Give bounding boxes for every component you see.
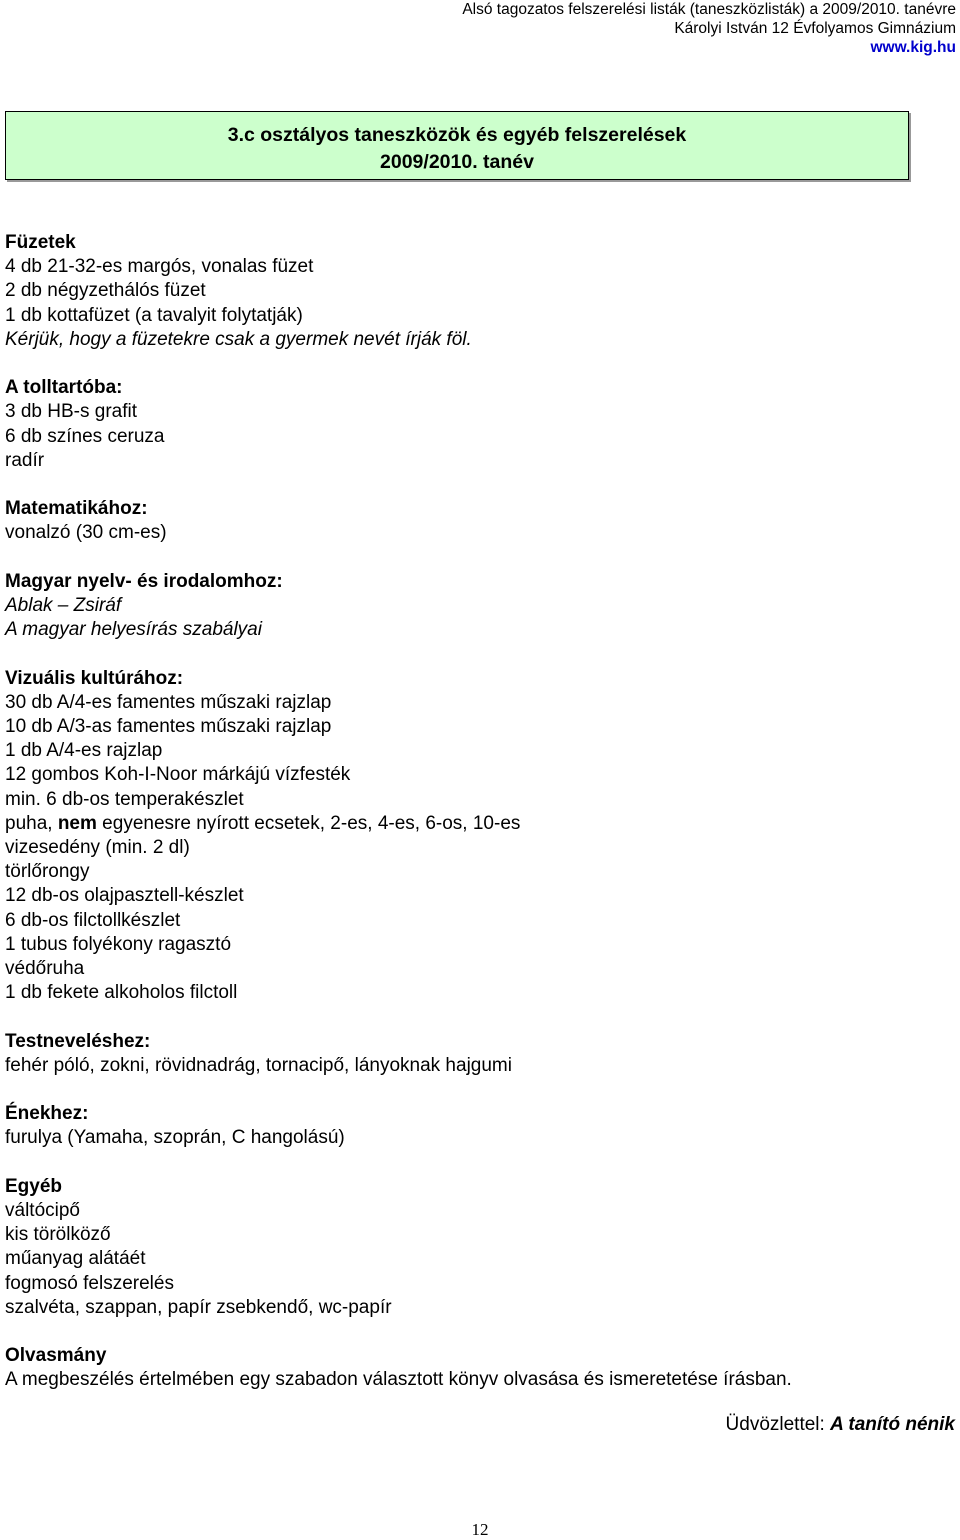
section-title: A tolltartóba: <box>5 377 123 399</box>
signoff-name: A tanító nénik <box>830 1414 955 1435</box>
list-item: 1 tubus folyékony ragasztó <box>5 933 232 955</box>
list-item: furulya (Yamaha, szoprán, C hangolású) <box>5 1127 345 1149</box>
list-item: műanyag alátáét <box>5 1248 146 1270</box>
list-item: A magyar helyesírás szabályai <box>5 619 262 641</box>
section-egyeb <box>5 1175 955 1320</box>
section-title: Olvasmány <box>5 1345 107 1367</box>
title-box <box>5 111 909 180</box>
list-item: 3 db HB-s grafit <box>5 401 137 423</box>
list-item: A megbeszélés értelmében egy szabadon választott könyv olvasása és ismeretetése írásban. <box>5 1369 792 1391</box>
header-site-link[interactable]: www.kig.hu <box>870 39 956 56</box>
document-body <box>5 231 955 1417</box>
signoff <box>726 1413 955 1437</box>
list-item: törlőrongy <box>5 861 90 883</box>
section-title: Testneveléshez: <box>5 1030 151 1052</box>
section-tolltarto <box>5 376 955 473</box>
header-line-school: Károlyi István 12 Évfolyamos Gimnázium <box>674 20 956 37</box>
list-item-brushes <box>5 812 955 836</box>
list-item: fogmosó felszerelés <box>5 1272 174 1294</box>
section-title: Matematikához: <box>5 498 148 520</box>
note-text: Kérjük, hogy a füzetekre csak a gyermek nevét írják föl. <box>5 328 472 350</box>
section-title: Vizuális kultúrához: <box>5 667 184 689</box>
brush-text-pre: puha, <box>5 812 58 834</box>
page-header <box>462 0 956 57</box>
list-item: védőruha <box>5 958 85 980</box>
list-item: 1 db kottafüzet (a tavalyit folytatják) <box>5 304 303 326</box>
list-item: szalvéta, szappan, papír zsebkendő, wc-papír <box>5 1296 392 1318</box>
brush-text-emphasis: nem <box>57 812 97 834</box>
list-item: min. 6 db-os temperakészlet <box>5 788 244 810</box>
section-enek <box>5 1102 955 1150</box>
section-matek <box>5 497 955 545</box>
list-item: váltócipő <box>5 1200 80 1222</box>
list-item: vonalzó (30 cm-es) <box>5 522 167 544</box>
list-item: 12 db-os olajpasztell-készlet <box>5 885 244 907</box>
signoff-greeting: Üdvözlettel: <box>725 1414 831 1435</box>
section-olvasmany <box>5 1344 955 1392</box>
list-item: Ablak – Zsiráf <box>5 595 122 616</box>
list-item: 6 db-os filctollkészlet <box>5 909 181 931</box>
list-item: 6 db színes ceruza <box>5 425 165 447</box>
section-fuzetek <box>5 231 955 352</box>
section-title: Énekhez: <box>5 1103 89 1125</box>
section-magyar <box>5 570 955 643</box>
list-item: 1 db A/4-es rajzlap <box>5 740 163 762</box>
section-title: Egyéb <box>5 1175 63 1197</box>
page-number: 12 <box>471 1520 489 1539</box>
title-line-1: 3.c osztályos taneszközök és egyéb felszerelések <box>227 124 687 146</box>
list-item: fehér póló, zokni, rövidnadrág, tornacipő, lányoknak hajgumi <box>5 1054 512 1076</box>
title-line-2: 2009/2010. tanév <box>380 151 534 173</box>
header-line-title: Alsó tagozatos felszerelési listák (taneszközlisták) a 2009/2010. tanévre <box>462 1 956 18</box>
section-title: Magyar nyelv- és irodalomhoz: <box>5 570 283 592</box>
brush-text-post: egyenesre nyírott ecsetek, 2-es, 4-es, 6-os, 10-es <box>96 812 521 834</box>
section-title: Füzetek <box>5 232 76 253</box>
list-item: 4 db 21-32-es margós, vonalas füzet <box>5 256 314 278</box>
list-item: 2 db négyzethálós füzet <box>5 280 206 302</box>
list-item: vizesedény (min. 2 dl) <box>5 837 190 859</box>
section-vizualis <box>5 667 955 1006</box>
list-item: 12 gombos Koh-I-Noor márkájú vízfesték <box>5 764 351 786</box>
list-item: radír <box>5 449 45 471</box>
list-item: 30 db A/4-es famentes műszaki rajzlap <box>5 691 332 713</box>
list-item: 10 db A/3-as famentes műszaki rajzlap <box>5 716 332 737</box>
section-testneveles <box>5 1030 955 1078</box>
list-item: 1 db fekete alkoholos filctoll <box>5 982 238 1004</box>
list-item: kis törölköző <box>5 1224 111 1246</box>
